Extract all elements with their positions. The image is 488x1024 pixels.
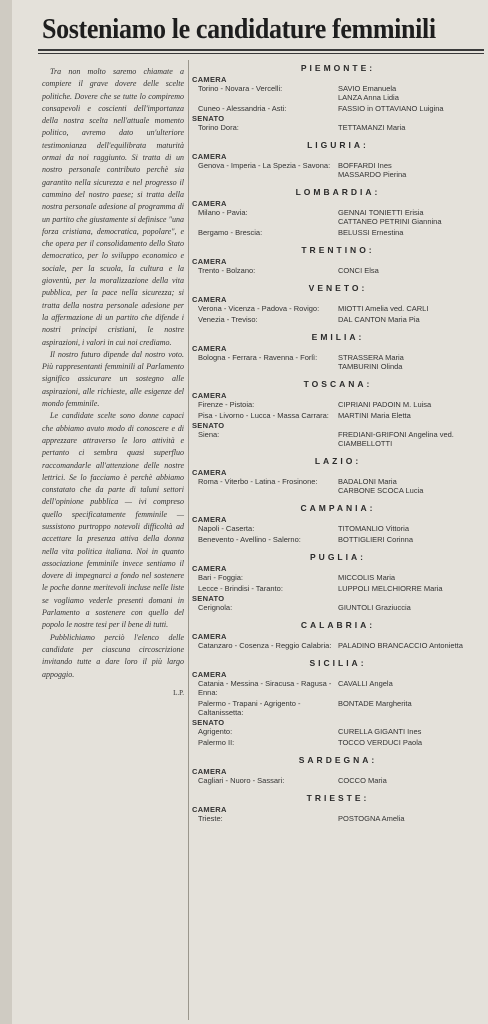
candidate-entry xyxy=(192,353,484,371)
intro-paragraph: Pubblichiamo perciò l'elenco delle candidate per ciascuna circoscrizione invitando tutte a dare loro il più largo appoggio. xyxy=(42,632,184,679)
constituency: Bergamo - Brescia: xyxy=(198,228,263,237)
constituency: Torino Dora: xyxy=(198,123,239,132)
candidate-entry xyxy=(192,208,484,226)
constituency: Roma - Viterbo - Latina - Frosinone: xyxy=(198,477,318,486)
constituency: Pisa - Livorno - Lucca - Massa Carrara: xyxy=(198,411,329,420)
intro-paragraph: Le candidate scelte sono donne capaci che abbiamo avuto modo di conoscere e di apprezzare attraverso le loro attività e pertanto ci sembra quasi superfluo raccomandarle all'attenzione delle nostre lettrici. Se lo facciamo è perchè abbiamo constatato che da parte di taluni settori dell'opinione pubblica — ivi compreso quello specificatamente femminile — sussistono purtroppo notevoli difficoltà ad accettare la presenza attiva della donna nella vita politica italiana. Noi in quanto associazione femminile invece sentiamo il dovere di impegnarci a fondo nel sostenere le poche donne meritevoli incluse nelle liste se vogliamo vederle presenti domani in Parlamento a sostenere con quello del popolo le nostre tesi per il bene di tutti. xyxy=(42,411,184,630)
constituency: Cagliari - Nuoro - Sassari: xyxy=(198,776,285,785)
candidate-entry xyxy=(192,738,484,747)
candidate-entry xyxy=(192,161,484,179)
chamber-label: CAMERA xyxy=(192,257,227,266)
candidate-entry xyxy=(192,228,484,237)
region-heading: SARDEGNA: xyxy=(298,755,378,765)
chamber-label: CAMERA xyxy=(192,805,227,814)
candidate-names: MIOTTI Amelia ved. CARLI xyxy=(338,304,429,313)
region-section xyxy=(192,794,484,823)
region-heading: LIGURIA: xyxy=(307,140,369,150)
candidate-names: BELUSSI Ernestina xyxy=(338,228,404,237)
region-section xyxy=(192,756,484,785)
constituency: Palermo - Trapani - Agrigento - Caltanissetta: xyxy=(198,699,301,717)
constituency: Catania - Messina - Siracusa - Ragusa - Enna: xyxy=(198,679,332,697)
candidate-names: CAVALLI Angela xyxy=(338,679,393,688)
constituency: Cerignola: xyxy=(198,603,233,612)
region-section xyxy=(192,504,484,544)
candidate-entry xyxy=(192,584,484,593)
region-heading: PIEMONTE: xyxy=(300,63,376,73)
title-rule xyxy=(38,49,484,51)
region-section xyxy=(192,141,484,179)
region-heading: CALABRIA: xyxy=(300,620,376,630)
candidate-names: MICCOLIS Maria xyxy=(338,573,396,582)
region-heading: SICILIA: xyxy=(309,658,367,668)
candidate-entry xyxy=(192,400,484,409)
candidate-names: CURELLA GIGANTI Ines xyxy=(338,727,422,736)
constituency: Napoli - Caserta: xyxy=(198,524,255,533)
candidate-entry xyxy=(192,266,484,275)
chamber-label: CAMERA xyxy=(192,468,227,477)
intro-paragraph: Tra non molto saremo chiamate a compiere il grave dovere delle scelte politiche. Dovere che se tutte lo compiremo consapevoli e coscienti dell'importanza della nostra scelta nell'attuale momento politico, avremo dato un'ulteriore testimonianza dell'equilibrata maturità ormai da noi raggiunto. Si tratta di un nostro personale contributo perchè sia garantito nella sicurezza e nel progresso il cammino del nostro paese; si tratta della nostra personale adesione al programma di un partito che giustamente si definisce "una forza cristiana, democratica, popolare", e che opera per il consolidamento dello Stato democratico, per lo sviluppo economico e sociale, per la scuola, la cultura e la gioventù, per la moralizzazione della vita pubblica, per la pace nella sicurezza; si tratta della nostra personale adesione per la affermazione di un partito che difende i nostri principi cristiani, le nostre aspirazioni, i valori in cui noi crediamo. xyxy=(42,67,184,347)
constituency: Trento - Bolzano: xyxy=(198,266,256,275)
candidate-entry xyxy=(192,641,484,650)
chamber-label: CAMERA xyxy=(192,199,227,208)
column-divider xyxy=(188,60,189,1020)
constituency: Benevento - Avellino - Salerno: xyxy=(198,535,301,544)
region-heading: EMILIA: xyxy=(311,332,365,342)
candidate-names: BOTTIGLIERI Corinna xyxy=(338,535,414,544)
candidate-entry xyxy=(192,679,484,697)
constituency: Torino - Novara - Vercelli: xyxy=(198,84,283,93)
constituency: Milano - Pavia: xyxy=(198,208,248,217)
chamber-label: CAMERA xyxy=(192,632,227,641)
candidate-entry xyxy=(192,477,484,495)
candidate-names: TETTAMANZI Maria xyxy=(338,123,406,132)
candidate-entry xyxy=(192,776,484,785)
candidate-names: LUPPOLI MELCHIORRE Maria xyxy=(338,584,443,593)
candidate-entry xyxy=(192,104,484,113)
candidate-entry xyxy=(192,603,484,612)
page-binding-edge xyxy=(0,0,12,1024)
region-heading: VENETO: xyxy=(308,283,368,293)
chamber-label: CAMERA xyxy=(192,564,227,573)
candidate-names: STRASSERA Maria TAMBURINI Olinda xyxy=(338,353,404,371)
candidate-entry xyxy=(192,524,484,533)
candidate-names: CONCI Elsa xyxy=(338,266,379,275)
region-heading: TRENTINO: xyxy=(301,245,375,255)
candidate-entry xyxy=(192,814,484,823)
candidate-entry xyxy=(192,315,484,324)
candidate-entry xyxy=(192,573,484,582)
chamber-label: SENATO xyxy=(192,718,225,727)
constituency: Palermo II: xyxy=(198,738,235,747)
chamber-label: SENATO xyxy=(192,594,225,603)
candidate-entry xyxy=(192,727,484,736)
chamber-label: SENATO xyxy=(192,114,225,123)
chamber-label: CAMERA xyxy=(192,344,227,353)
chamber-label: CAMERA xyxy=(192,295,227,304)
chamber-label: SENATO xyxy=(192,421,225,430)
candidate-names: PALADINO BRANCACCIO Antonietta xyxy=(338,641,463,650)
constituency: Lecce - Brindisi - Taranto: xyxy=(198,584,283,593)
candidate-names: COCCO Maria xyxy=(338,776,387,785)
candidate-names: TITOMANLIO Vittoria xyxy=(338,524,409,533)
title-rule-thin xyxy=(38,53,484,54)
region-heading: LOMBARDIA: xyxy=(295,187,381,197)
region-heading: TRIESTE: xyxy=(306,793,370,803)
region-heading: PUGLIA: xyxy=(310,552,366,562)
candidate-entry xyxy=(192,699,484,717)
candidate-names: BADALONI Maria CARBONE SCOCA Lucia xyxy=(338,477,424,495)
constituency: Cuneo - Alessandria - Asti: xyxy=(198,104,287,113)
constituency: Catanzaro - Cosenza - Reggio Calabria: xyxy=(198,641,332,650)
region-section xyxy=(192,457,484,495)
chamber-label: CAMERA xyxy=(192,515,227,524)
candidate-names: GENNAI TONIETTI Erisia CATTANEO PETRINI Giannina xyxy=(338,208,442,226)
intro-article xyxy=(42,66,184,699)
candidate-names: BONTADE Margherita xyxy=(338,699,412,708)
candidate-names: BOFFARDI Ines MASSARDO Pierina xyxy=(338,161,407,179)
constituency: Agrigento: xyxy=(198,727,233,736)
region-section xyxy=(192,333,484,371)
candidate-names: MARTINI Maria Eletta xyxy=(338,411,411,420)
region-section xyxy=(192,621,484,650)
intro-paragraph: Il nostro futuro dipende dal nostro voto. Più rappresentanti femminili al Parlamento significo assicurare un sostegno alle aspirazioni, alle richieste, alle esigenze del mondo femminile. xyxy=(42,349,184,409)
candidate-entry xyxy=(192,123,484,132)
candidate-names: CIPRIANI PADOIN M. Luisa xyxy=(338,400,432,409)
region-section xyxy=(192,553,484,612)
region-section xyxy=(192,188,484,237)
region-heading: TOSCANA: xyxy=(303,379,373,389)
candidate-entry xyxy=(192,535,484,544)
chamber-label: CAMERA xyxy=(192,152,227,161)
constituency: Siena: xyxy=(198,430,220,439)
candidate-names: FREDIANI-GRIFONI Angelina ved. CIAMBELLOTTI xyxy=(338,430,454,448)
region-section xyxy=(192,246,484,275)
constituency: Bologna - Ferrara - Ravenna - Forlì: xyxy=(198,353,318,362)
constituency: Genova - Imperia - La Spezia - Savona: xyxy=(198,161,331,170)
author-signature: L.P. xyxy=(173,688,184,697)
candidate-entry xyxy=(192,430,484,448)
candidate-names: POSTOGNA Amelia xyxy=(338,814,405,823)
constituency: Venezia - Treviso: xyxy=(198,315,258,324)
chamber-label: CAMERA xyxy=(192,75,227,84)
region-section xyxy=(192,659,484,747)
candidate-names: DAL CANTON Maria Pia xyxy=(338,315,420,324)
region-heading: CAMPANIA: xyxy=(300,503,376,513)
candidate-entry xyxy=(192,411,484,420)
constituency: Verona - Vicenza - Padova - Rovigo: xyxy=(198,304,320,313)
chamber-label: CAMERA xyxy=(192,391,227,400)
candidate-names: TOCCO VERDUCI Paola xyxy=(338,738,423,747)
page-title: Sosteniamo le candidature femminili xyxy=(42,14,436,45)
chamber-label: CAMERA xyxy=(192,767,227,776)
constituency: Firenze - Pistoia: xyxy=(198,400,255,409)
region-heading: LAZIO: xyxy=(314,456,362,466)
constituency: Bari - Foggia: xyxy=(198,573,244,582)
candidate-names: FASSIO in OTTAVIANO Luigina xyxy=(338,104,444,113)
candidate-names: GIUNTOLI Graziuccia xyxy=(338,603,411,612)
constituency: Trieste: xyxy=(198,814,223,823)
candidate-names: SAVIO Emanuela LANZA Anna Lidia xyxy=(338,84,399,102)
region-section xyxy=(192,380,484,448)
candidate-list xyxy=(192,64,484,832)
chamber-label: CAMERA xyxy=(192,670,227,679)
region-section xyxy=(192,284,484,324)
candidate-entry xyxy=(192,84,484,102)
candidate-entry xyxy=(192,304,484,313)
region-section xyxy=(192,64,484,132)
